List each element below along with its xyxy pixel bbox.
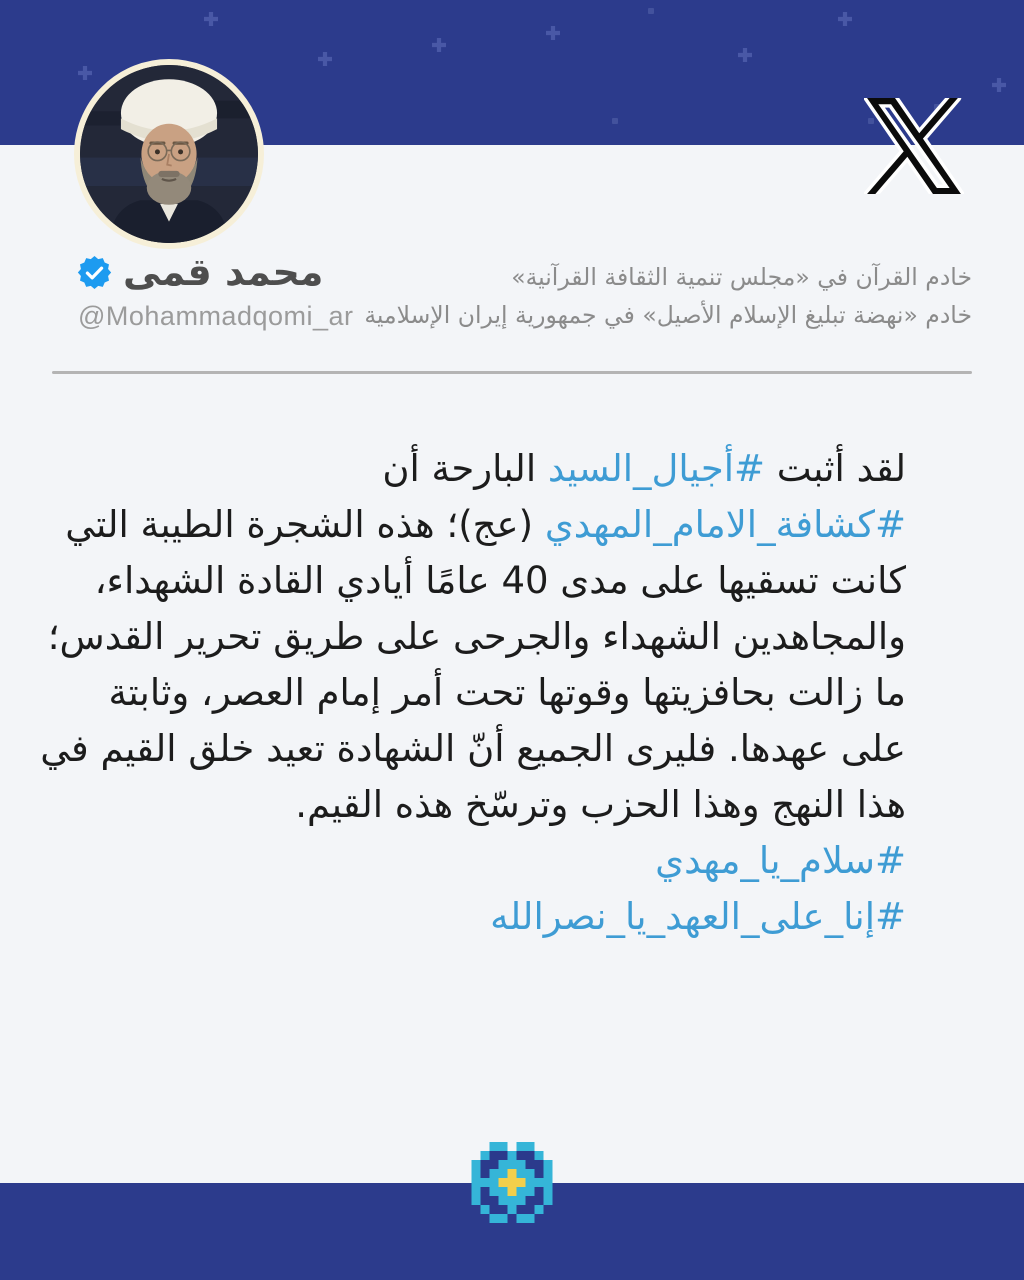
sparkle-icon	[432, 38, 446, 52]
sparkle-icon	[546, 26, 560, 40]
tweet-line: ما زالت بحافزيتها وقوتها تحت أمر إمام العصر، وثابتة	[108, 671, 906, 714]
tweet-line: هذا النهج وهذا الحزب وترسّخ هذه القيم.	[295, 783, 906, 826]
tweet-line: على عهدها. فليرى الجميع أنّ الشهادة تعيد خلق القيم في	[40, 727, 906, 770]
hashtag-link[interactable]: #كشافة_الامام_المهدي	[544, 503, 906, 546]
tweet-text-segment: البارحة أن	[382, 447, 548, 490]
tweet-text-segment: لقد أثبت	[764, 447, 906, 490]
pixel-flower-logo	[472, 1142, 553, 1223]
sparkle-icon	[648, 8, 654, 14]
tweet-text	[40, 441, 906, 945]
hashtag-link[interactable]: #إنا_على_العهد_يا_نصرالله	[490, 895, 906, 938]
sparkle-icon	[838, 12, 852, 26]
cleric-portrait-icon	[80, 65, 258, 243]
verified-badge-icon	[76, 254, 113, 291]
bio-line: خادم القرآن في «مجلس تنمية الثقافة القرآنية»	[511, 263, 972, 291]
x-logo[interactable]	[864, 98, 964, 194]
hashtag-link[interactable]: #أجيال_السيد	[547, 447, 765, 490]
sparkle-icon	[204, 12, 218, 26]
hashtag-link[interactable]: #سلام_يا_مهدي	[655, 839, 906, 882]
tweet-line: كانت تسقيها على مدى 40 عامًا أيادي القادة الشهداء،	[94, 559, 906, 602]
tweet-text-segment: (عج)؛ هذه الشجرة الطيبة التي	[65, 503, 545, 546]
bio-line: خادم «نهضة تبليغ الإسلام الأصيل» في جمهورية إيران الإسلامية	[364, 301, 972, 329]
tweet-line	[40, 441, 906, 497]
sparkle-icon	[992, 78, 1006, 92]
profile-bio	[364, 258, 972, 334]
sparkle-icon	[612, 118, 618, 124]
divider	[52, 371, 972, 374]
sparkle-icon	[78, 66, 92, 80]
sparkle-icon	[738, 48, 752, 62]
profile-name[interactable]: محمد قمی	[123, 250, 324, 294]
profile-name-row	[76, 250, 323, 294]
sparkle-icon	[318, 52, 332, 66]
avatar[interactable]	[74, 59, 264, 249]
profile-handle[interactable]: @Mohammadqomi_ar	[78, 301, 354, 331]
tweet-line: والمجاهدين الشهداء والجرحى على طريق تحرير القدس؛	[47, 615, 906, 658]
tweet-line	[40, 497, 906, 553]
